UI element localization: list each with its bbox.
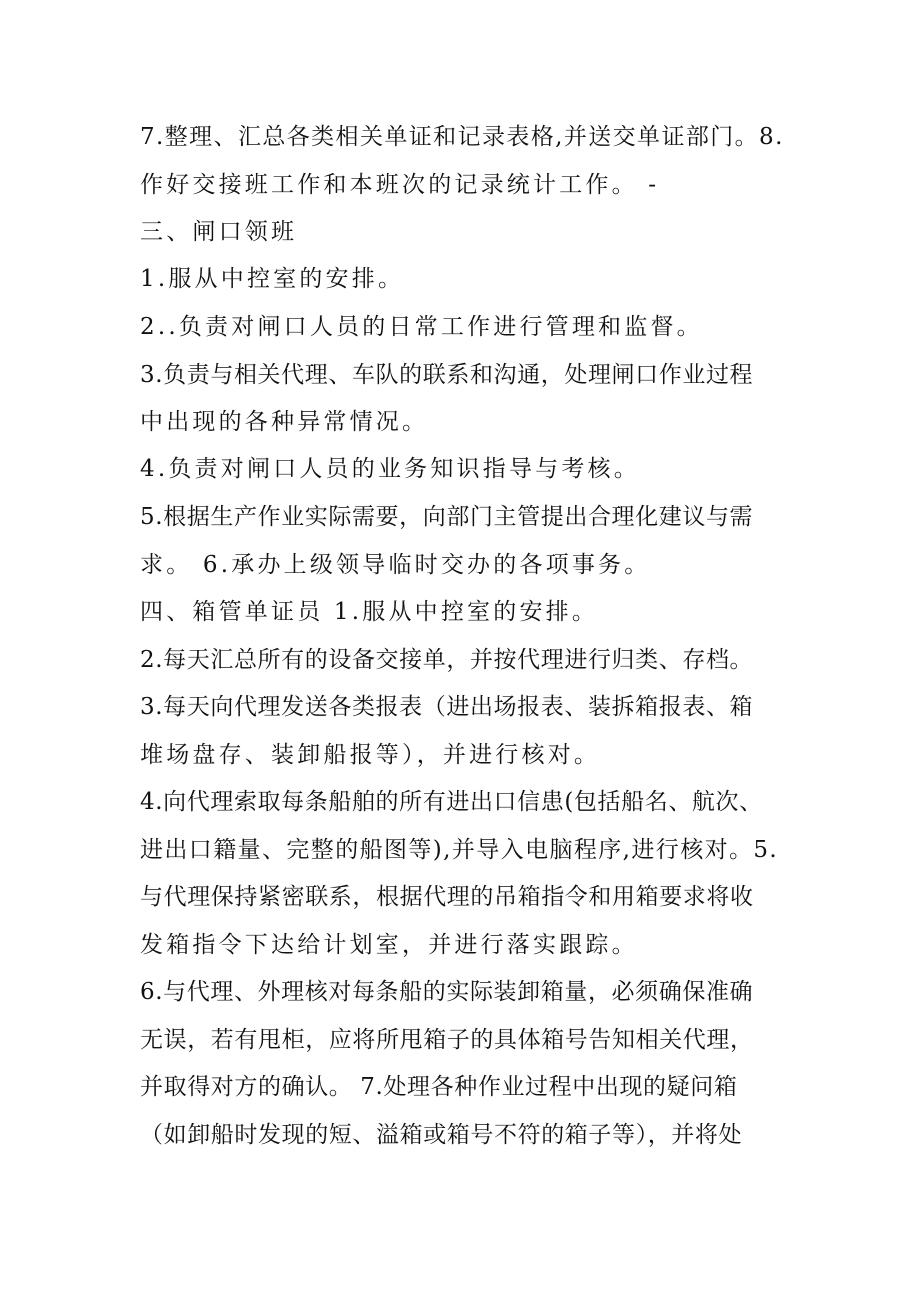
text-line-8: 4.负责对闸口人员的业务知识指导与考核。	[140, 456, 640, 482]
text-line-20: 无误，若有甩柜，应将所甩箱子的具体箱号告知相关代理，	[140, 1027, 754, 1053]
text-line-18: 发箱指令下达给计划室，并进行落实跟踪。	[140, 932, 638, 958]
text-line-13: 3.每天向代理发送各类报表（进出场报表、装拆箱报表、箱	[140, 694, 754, 720]
text-line-15: 4.向代理索取每条船舶的所有进出口信患(包括船名、航次、	[140, 789, 763, 815]
text-line-7: 中出现的各种异常情况。	[140, 409, 429, 435]
text-line-10: 求。 6.承办上级领导临时交办的各项事务。	[140, 552, 651, 578]
text-line-21: 并取得对方的确认。 7.处理各种作业过程中出现的疑问箱	[140, 1074, 738, 1100]
section-heading-gate-foreman: 三、闸口领班	[140, 219, 298, 245]
section-heading-container-clerk: 四、箱管单证员 1.服从中控室的安排。	[140, 599, 599, 625]
text-line-1: 7.整理、汇总各类相关单证和记录表格,并送交单证部门。8.	[140, 124, 784, 150]
text-line-14: 堆场盘存、装卸船报等），并进行核对。	[140, 742, 601, 768]
text-line-16: 进出口籍量、完整的船图等),并导入电脑程序,进行核对。5.	[140, 837, 779, 863]
text-line-4: 1.服从中控室的安排。	[140, 266, 405, 292]
text-line-6: 3.负责与相关代理、车队的联系和沟通，处理闸口作业过程	[140, 362, 754, 388]
text-line-2: 作好交接班工作和本班次的记录统计工作。 -	[140, 172, 660, 198]
text-line-17: 与代理保持紧密联系，根据代理的吊箱指令和用箱要求将收	[140, 884, 754, 910]
text-line-19: 6.与代理、外理核对每条船的实际装卸箱量，必须确保准确	[140, 979, 754, 1005]
text-line-5: 2..负责对闸口人员的日常工作进行管理和监督。	[140, 314, 703, 340]
text-line-22: （如卸船时发现的短、溢箱或箱号不符的箱子等），并将处	[140, 1122, 743, 1148]
text-line-9: 5.根据生产作业实际需要，向部门主管提出合理化建议与需	[140, 504, 754, 530]
text-line-12: 2.每天汇总所有的设备交接单，并按代理进行归类、存档。	[140, 647, 754, 673]
